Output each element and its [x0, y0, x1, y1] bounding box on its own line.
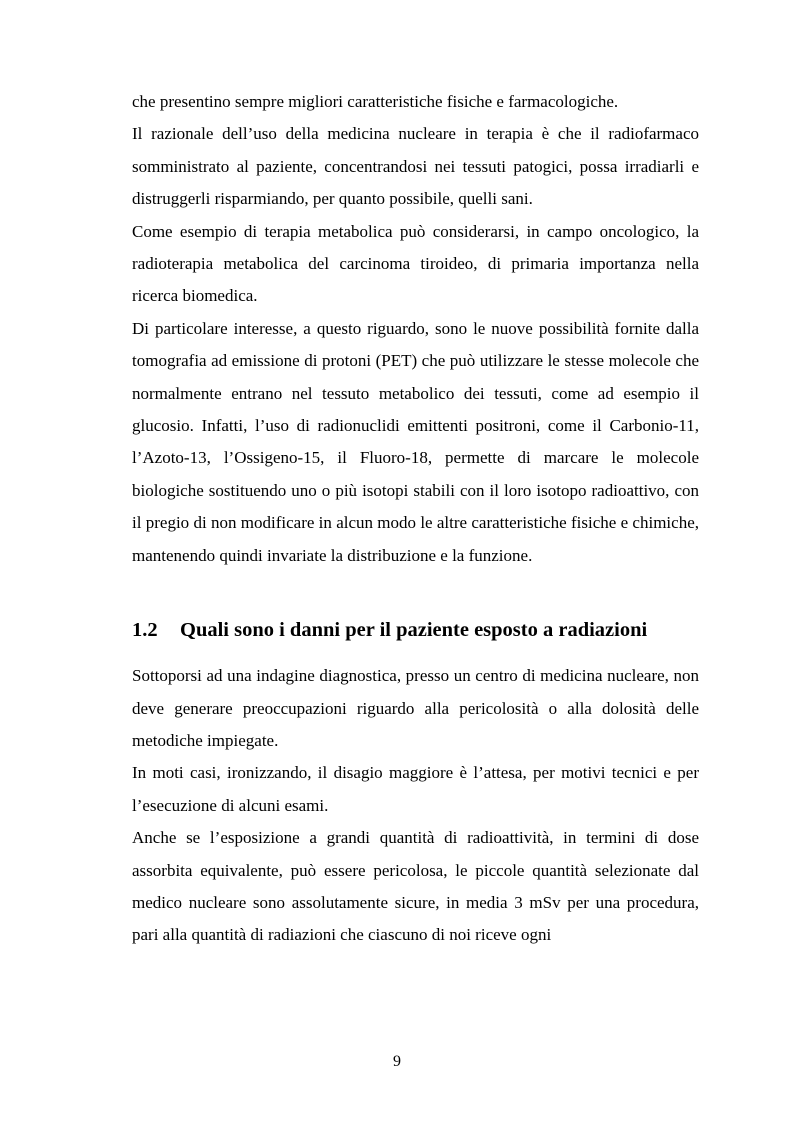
paragraph-exposure: Anche se l’esposizione a grandi quantità di radioattività, in termini di dose assorbita equivalente, può essere pericolosa, le piccole quantità selezionate dal medico nucleare sono assolutamente sicure, in media 3 mSv per una procedura, pari alla quantità di radiazioni che ciascuno di noi riceve ogni [132, 828, 699, 945]
section-title: Quali sono i danni per il paziente esposto a radiazioni [180, 619, 648, 642]
section-number: 1.2 [132, 619, 158, 642]
paragraph-metabolic-therapy: Come esempio di terapia metabolica può considerarsi, in campo oncologico, la radioterapia metabolica del carcinoma tiroideo, di primaria importanza nella ricerca biomedica. [132, 221, 699, 306]
paragraph-continuation: che presentino sempre migliori caratteristiche fisiche e farmacologiche. [132, 92, 619, 111]
paragraph-rationale: Il razionale dell’uso della medicina nucleare in terapia è che il radiofarmaco somministrato al paziente, concentrandosi nei tessuti patogici, possa irradiarli e distruggerli risparmiando, per quanto possibile, quelli sani. [132, 124, 699, 209]
section-body [132, 660, 699, 952]
page-content [132, 86, 699, 952]
paragraph-pet: Di particolare interesse, a questo riguardo, sono le nuove possibilità fornite dalla tomografia ad emissione di protoni (PET) che può utilizzare le stesse molecole che normalmente entrano nel tessuto metabolico dei tessuti, come ad esempio il glucosio. Infatti, l’uso di radionuclidi emittenti positroni, come il Carbonio-11, l’Azoto-13, l’Ossigeno-15, il Fluoro-18, permette di marcare le molecole biologiche sostituendo uno o più isotopi stabili con il loro isotopo radioattivo, con il pregio di non modificare in alcun modo le altre caratteristiche fisiche e chimiche, mantenendo quindi invariate la distribuzione e la funzione. [132, 318, 699, 565]
page-number: 9 [393, 1053, 401, 1070]
paragraph-diagnostic: Sottoporsi ad una indagine diagnostica, presso un centro di medicina nucleare, non deve generare preoccupazioni riguardo alla pericolosità o alla dolosità delle metodiche impiegate. [132, 666, 699, 750]
paragraph-waiting: In moti casi, ironizzando, il disagio maggiore è l’attesa, per motivi tecnici e per l’esecuzione di alcuni esami. [132, 763, 699, 815]
section-heading [132, 614, 699, 646]
